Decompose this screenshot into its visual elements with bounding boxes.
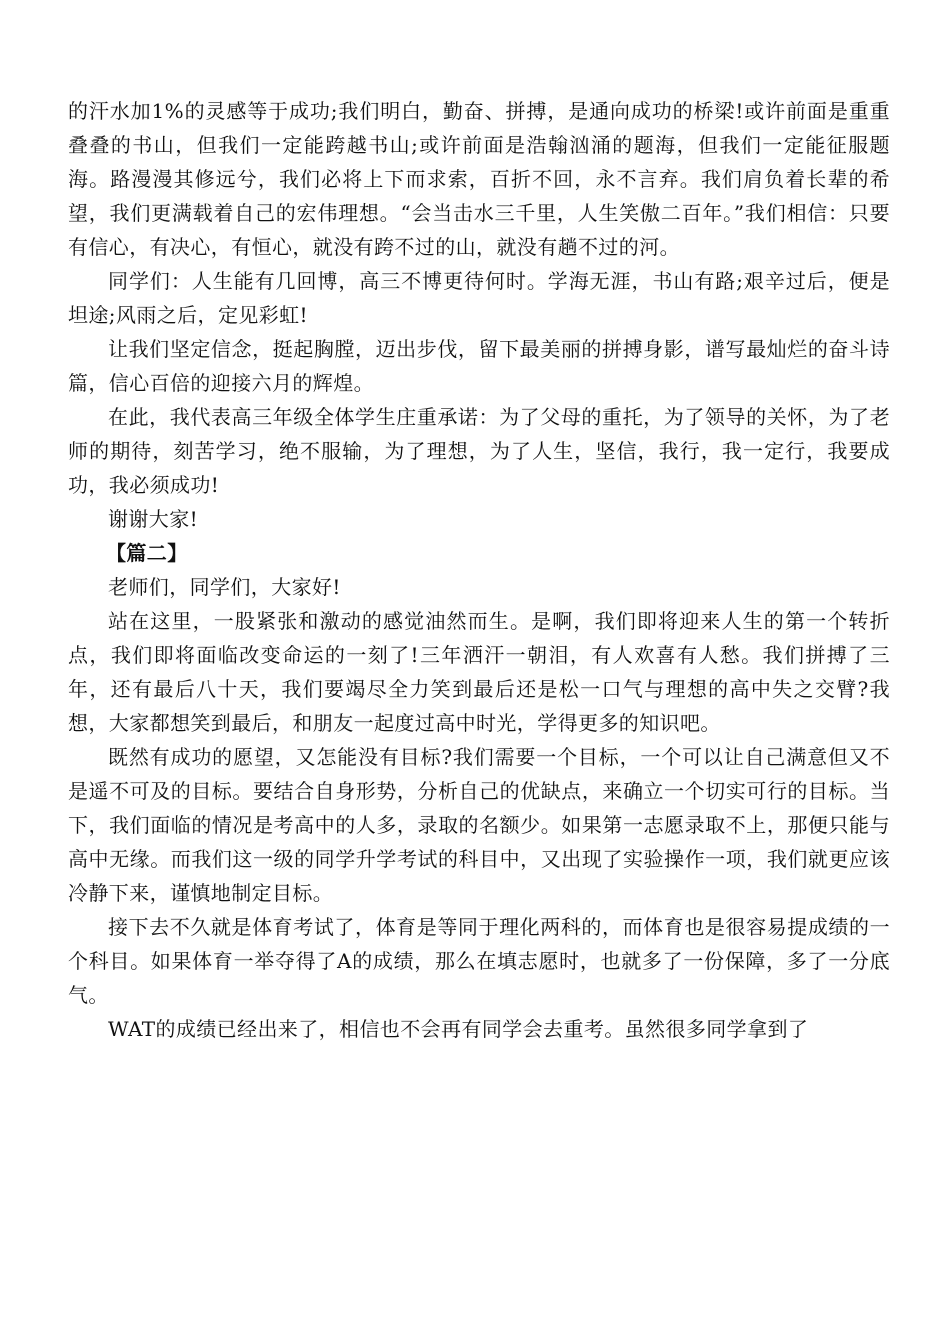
paragraph: 接下去不久就是体育考试了，体育是等同于理化两科的，而体育也是很容易提成绩的一个科目。如果体育一举夺得了A的成绩，那么在填志愿时，也就多了一份保障，多了一分底气。 — [68, 915, 890, 1007]
paragraph: 既然有成功的愿望，又怎能没有目标?我们需要一个目标，一个可以让自己满意但又不是遥不可及的目标。要结合自身形势，分析自己的优缺点，来确立一个切实可行的目标。当下，我们面临的情况是考高中的人多，录取的名额少。如果第一志愿录取不上，那便只能与高中无缘。而我们这一级的同学升学考试的科目中，又出现了实验操作一项，我们就更应该冷静下来，谨慎地制定目标。 — [68, 745, 890, 905]
closing-line: 谢谢大家! — [108, 507, 199, 531]
paragraph: 在此，我代表高三年级全体学生庄重承诺：为了父母的重托，为了领导的关怀，为了老师的期待，刻苦学习，绝不服输，为了理想，为了人生，坚信，我行，我一定行，我要成功，我必须成功! — [68, 405, 890, 497]
paragraph: 让我们坚定信念，挺起胸膛，迈出步伐，留下最美丽的拼搏身影，谱写最灿烂的奋斗诗篇，信心百倍的迎接六月的辉煌。 — [68, 337, 890, 395]
paragraph-continued: 的汗水加1%的灵感等于成功;我们明白，勤奋、拼搏，是通向成功的桥梁!或许前面是重重叠叠的书山，但我们一定能跨越书山;或许前面是浩翰汹涌的题海，但我们一定能征服题海。路漫漫其修远兮，我们必将上下而求索，百折不回，永不言弃。我们肩负着长辈的希望，我们更满载着自己的宏伟理想。“会当击水三千里，人生笑傲二百年。”我们相信：只要有信心，有决心，有恒心，就没有跨不过的山，就没有趟不过的河。 — [68, 99, 890, 259]
paragraph: 站在这里，一股紧张和激动的感觉油然而生。是啊，我们即将迎来人生的第一个转折点，我们即将面临改变命运的一刻了!三年洒汗一朝泪，有人欢喜有人愁。我们拼搏了三年，还有最后八十天，我们要竭尽全力笑到最后还是松一口气与理想的高中失之交臂?我想，大家都想笑到最后，和朋友一起度过高中时光，学得更多的知识吧。 — [68, 609, 890, 735]
document-page — [68, 94, 890, 1046]
section-heading: 【篇二】 — [106, 541, 188, 565]
paragraph: WAT的成绩已经出来了，相信也不会再有同学会去重考。虽然很多同学拿到了 — [108, 1017, 809, 1041]
paragraph: 同学们：人生能有几回博，高三不博更待何时。学海无涯，书山有路;艰辛过后，便是坦途;风雨之后，定见彩虹! — [68, 269, 890, 327]
greeting-line: 老师们，同学们，大家好! — [108, 575, 341, 599]
